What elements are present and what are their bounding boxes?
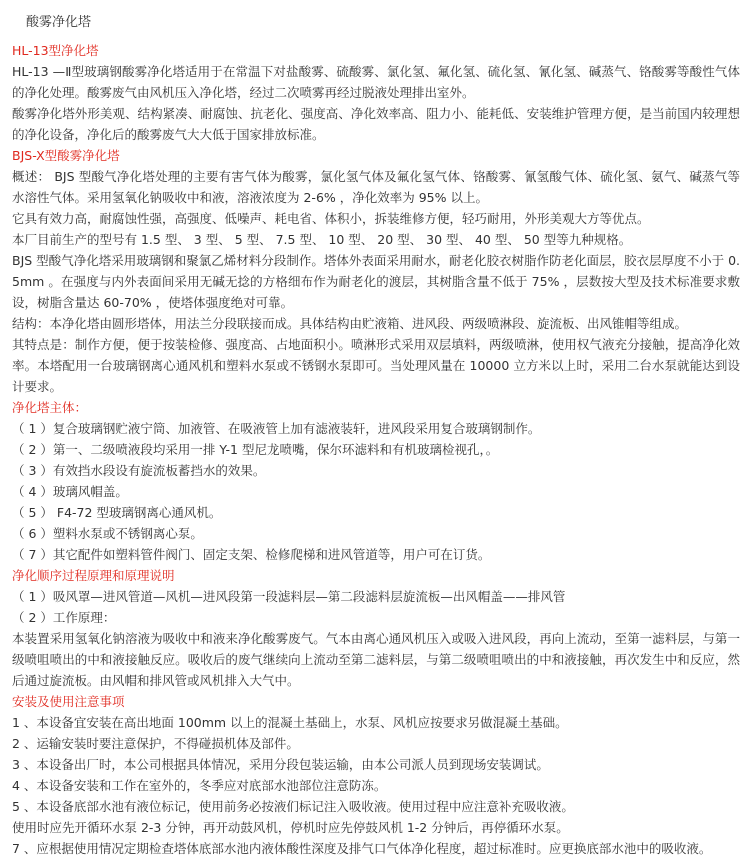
paragraph: 酸雾净化塔外形美观、结构紧凑、耐腐蚀、抗老化、强度高、净化效率高、阻力小、能耗低、安装维护管理方便，是当前国内较理想的净化设备，净化后的酸雾废气大大低于国家排放标准。 [12,106,740,142]
list-item: 2 、运输安装时要注意保护，不得碰损机体及部件。 [12,736,299,751]
list-item: （ 1 ）复合玻璃钢贮液宁筒、加液管、在吸液管上加有滤液装轩，进风段采用复合玻璃钢制作。 [12,421,541,436]
section-process [12,565,740,691]
section-hl13 [12,40,740,145]
list-item: （ 4 ）玻璃风帽盖。 [12,484,128,499]
section-tower-body [12,397,740,565]
page-title: 酸雾净化塔 [26,15,92,30]
list-item: 5 、本设备底部水池有液位标记，使用前务必按液们标记注入吸收液。使用过程中应注意补充吸收液。 [12,799,574,814]
paragraph: 本装置采用氢氧化钠溶液为吸收中和液来净化酸雾废气。气本由离心通风机压入或吸入进风段，再向上流动，至第一滤料层，与第一级喷咀喷出的中和液接触反应。吸收后的废气继续向上流动至第二滤料层，与第二级喷咀喷出的中和液接触，再次发生中和反应，然后通过旋流板。由风帽和排风管或风机排入大气中。 [12,631,740,688]
list-item: 4 、本设备安装和工作在室外的，冬季应对底部水池部位注意防冻。 [12,778,387,793]
section-heading: 安装及使用注意事项 [12,694,125,709]
section-heading: 净化顺序过程原理和原理说明 [12,568,175,583]
paragraph: 结构：本净化塔由圆形塔体，用法兰分段联接而成。具体结构由贮液箱、进风段、两级喷淋段、旋流板、出风锥帽等组成。 [12,316,688,331]
section-heading: 净化塔主体： [12,400,88,415]
list-item: 3 、本设备出厂时，本公司根据具体情况，采用分段包装运输，由本公司派人员到现场安装调试。 [12,757,549,772]
section-heading: HL-13型净化塔 [12,43,99,58]
list-item: （ 3 ）有效挡水段设有旋流板蓄挡水的效果。 [12,463,266,478]
list-item: （ 5 ） F4-72 型玻璃钢离心通风机。 [12,505,222,520]
paragraph: 本厂目前生产的型号有 1.5 型、 3 型、 5 型、 7.5 型、 10 型、 20 型、 30 型、 40 型、 50 型等九种规格。 [12,232,632,247]
paragraph: HL-13 —Ⅱ型玻璃钢酸雾净化塔适用于在常温下对盐酸雾、硫酸雾、氯化氢、氟化氢、硫化氢、氰化氢、碱蒸气、铬酸雾等酸性气体的净化处理。酸雾废气由风机压入净化塔，经过二次喷雾再经过脱液处理排出室外。 [12,64,740,100]
list-item: （ 6 ）塑料水泵或不锈钢离心泵。 [12,526,203,541]
paragraph: 概述： BJS 型酸气净化塔处理的主要有害气体为酸雾，氯化氢气体及氟化氢气体、铬酸雾、氰氢酸气体、硫化氢、氨气、碱蒸气等水溶性气体。采用氢氧化钠吸收中和液，溶液浓度为 2-6% ，净化效率为 95% 以上。 [12,169,740,205]
list-item: 使用时应先开循环水泵 2-3 分钟，再开动鼓风机，停机时应先停鼓风机 1-2 分钟后，再停循环水泵。 [12,820,569,835]
paragraph: BJS 型酸气净化塔采用玻璃钢和聚氯乙烯材料分段制作。塔体外表面采用耐水，耐老化胶衣树脂作防老化面层，胶衣层厚度不小于 0.5mm 。在强度与内外表面间采用无碱无捻的方格细布作为耐老化的渡层，其树脂含量不低于 75% ，层数按大型及技术标准要求敷设，树脂含量达 60-70% ，使塔体强度绝对可靠。 [12,253,740,310]
section-installation [12,691,740,859]
paragraph: 其特点是：制作方便，便于按装检修、强度高、占地面积小。喷淋形式采用双层填料，两级喷淋，使用权气液充分接触，提高净化效率。本塔配用一台玻璃钢离心通风机和塑料水泵或不锈钢水泵即可。当处理风量在 10000 立方米以上时，采用二台水泵就能达到设计要求。 [12,337,740,394]
list-item: （ 2 ）工作原理： [12,610,116,625]
list-item: 7 、应根据使用情况定期检查塔体底部水池内液体酸性深度及排气口气体净化程度，超过标准时。应更换底部水池中的吸收液。 [12,841,712,856]
section-bjsx [12,145,740,397]
list-item: （ 7 ）其它配件如塑料管件阀门、固定支架、检修爬梯和进风管道等，用户可在订货。 [12,547,491,562]
section-heading: BJS-X型酸雾净化塔 [12,148,120,163]
list-item: （ 1 ）吸风罩—进风管道—风机—进风段第一段滤料层—第二段滤料层旋流板—出风帽盖——排风管 [12,589,566,604]
list-item: （ 2 ）第一、二级喷液段均采用一排 Y-1 型尼龙喷嘴，保尔环滤料和有机玻璃检视孔，。 [12,442,499,457]
list-item: 1 、本设备宜安装在高出地面 100mm 以上的混凝土基础上，水泵、风机应按要求另做混凝土基础。 [12,715,568,730]
paragraph: 它具有效力高，耐腐蚀性强，高强度、低噪声、耗电省、体积小，拆装维修方便，轻巧耐用，外形美观大方等优点。 [12,211,650,226]
